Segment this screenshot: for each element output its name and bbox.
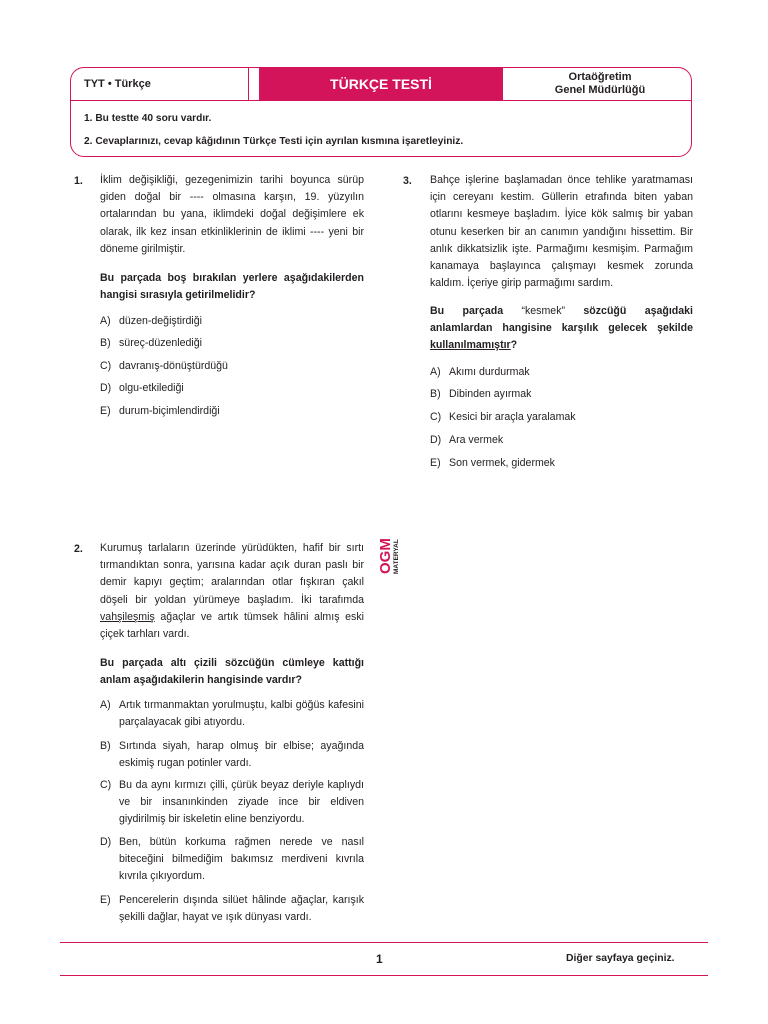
page-number: 1 [376, 952, 383, 966]
question-3-option-d[interactable] [430, 432, 693, 449]
question-1-stem: Bu parçada boş bırakılan yerlere aşağıdakilerden hangisi sırasıyla getirilmelidir? [100, 272, 364, 302]
option-letter: A) [100, 699, 111, 711]
logo-graphic [374, 520, 400, 574]
question-3-option-e[interactable] [430, 455, 693, 472]
passage-text: ağaçlar ve artık tümsek hâlini almış eski çiçek tarhları vardı. [100, 610, 364, 641]
option-letter: E) [100, 894, 111, 906]
option-text: Kesici bir araçla yaralamak [449, 411, 576, 423]
option-letter: E) [100, 405, 111, 417]
option-letter: B) [430, 388, 441, 400]
question-2-option-c[interactable] [100, 777, 364, 829]
question-3-passage: Bahçe işlerine başlamadan önce tehlike yaratmaması için cereyanı kestim. Güllerin etrafında biten yaban otlarını kesmeye başladım. İyice kök salmış bir yaban otunu keserken bir an canımın yandığını hissettim. Bir anlık dikkatsizlik işte. Parmağımı kesmişim. Parmağım kanamaya başlayınca çalışmayı kesmek zorunda kaldım. İçeriye girip parmağımı sardım. [430, 174, 693, 290]
question-1-option-c[interactable] [100, 358, 364, 375]
question-3-option-c[interactable] [430, 409, 693, 426]
question-2-option-b[interactable] [100, 738, 364, 772]
question-3-number: 3. [403, 175, 412, 187]
question-1-passage: İklim değişikliği, gezegenimizin tarihi boyunca sürüp giden doğal bir ---- olmasına karşın, 19. yüzyılın ortalarından bu yana, iklimdeki doğal değişimlere ek olarak, ilk kez insan etkinliklerinin de iklimi ---- yeni bir döneme girilmiştir. [100, 174, 364, 255]
question-2-stem: Bu parçada altı çizili sözcüğün cümleye kattığı anlam aşağıdakilerin hangisinde vardır? [100, 657, 364, 687]
option-text: süreç-düzenlediği [119, 337, 203, 349]
option-letter: B) [100, 337, 111, 349]
question-3-stem [430, 303, 693, 355]
option-text: Ara vermek [449, 434, 504, 446]
footer-bottom-rule [60, 975, 708, 976]
question-1-option-b[interactable] [100, 335, 364, 352]
header-divider [248, 68, 249, 100]
option-text: Bu da aynı kırmızı çilli, çürük beyaz deriyle kaplıydı ve bir insanınkinden ziyade ince bir eldiven giydirilmiş bir iskeletin eline benziyordu. [119, 779, 364, 826]
option-text: Pencerelerin dışında silüet hâlinde ağaçlar, karışık şekilli dağlar, hayat ve ışık dünyası vardı. [119, 894, 364, 924]
stem-text: Bu parçada [430, 305, 522, 317]
option-letter: B) [100, 740, 111, 752]
option-letter: C) [100, 779, 112, 791]
option-text: Akımı durdurmak [449, 366, 530, 378]
logo-sub-text: MATERYAL [393, 539, 400, 574]
option-text: Artık tırmanmaktan yorulmuştu, kalbi göğüs kafesini parçalayacak gibi atıyordu. [119, 699, 364, 729]
option-text: Dibinden ayırmak [449, 388, 532, 400]
option-text: Sırtında siyah, harap olmuş bir elbise; ayağında eskimiş rugan potinler vardı. [119, 740, 364, 770]
question-1-number: 1. [74, 175, 83, 187]
subject-label: TYT • Türkçe [84, 78, 151, 90]
question-1-option-a[interactable] [100, 313, 364, 330]
option-text: olgu-etkilediği [119, 382, 184, 394]
next-page-note: Diğer sayfaya geçiniz. [566, 953, 675, 964]
underlined-word: vahşileşmiş [100, 610, 155, 623]
question-2-option-d[interactable] [100, 834, 364, 886]
footer-top-rule [60, 942, 708, 943]
option-text: davranış-dönüştürdüğü [119, 360, 228, 372]
organization-line-1: Ortaöğretim [568, 71, 632, 83]
logo-main-text: OGM [377, 538, 394, 574]
stem-text: sözcüğü aşağıdaki anlamlardan hangisine karşılık gelecek şekilde [430, 305, 693, 335]
passage-text: Kurumuş tarlaların üzerinde yürüdükten, hafif bir sırtı tırmandıktan sonra, yarısına kadar açık duran paslı bir demir kapıyı geçtim; aralarından otlar fışkıran çakıl döşeli bir yoldan yürümeye başladım. İki tarafımda [100, 542, 364, 606]
organization-name [520, 71, 680, 97]
question-1-option-e[interactable] [100, 403, 364, 420]
option-letter: E) [430, 457, 441, 469]
option-text: Ben, bütün korkuma rağmen nerede ve nasıl biteceğini bilmediğim bakımsız merdiveni kıvrıla kıvrıla çıkıyordum. [119, 836, 364, 883]
question-3-option-a[interactable] [430, 364, 693, 381]
stem-text: ? [510, 339, 518, 352]
question-3-option-b[interactable] [430, 386, 693, 403]
ogm-materyal-logo [374, 520, 400, 574]
underlined-word: kullanılmamıştır [430, 339, 511, 352]
question-2-number: 2. [74, 543, 83, 555]
option-letter: D) [100, 382, 112, 394]
option-letter: C) [430, 411, 442, 423]
organization-line-2: Genel Müdürlüğü [554, 84, 646, 96]
option-letter: D) [100, 836, 112, 848]
option-letter: A) [430, 366, 441, 378]
question-2-option-a[interactable] [100, 697, 364, 731]
option-text: Son vermek, gidermek [449, 457, 555, 469]
question-1-option-d[interactable] [100, 380, 364, 397]
instruction-2: 2. Cevaplarınızı, cevap kâğıdının Türkçe Testi için ayrılan kısmına işaretleyiniz. [84, 136, 464, 147]
quoted-word: “kesmek” [521, 305, 566, 317]
instruction-1: 1. Bu testte 40 soru vardır. [84, 113, 212, 124]
option-letter: A) [100, 315, 111, 327]
option-letter: D) [430, 434, 442, 446]
question-2-passage [100, 540, 364, 643]
question-2-option-e[interactable] [100, 892, 364, 926]
option-letter: C) [100, 360, 112, 372]
option-text: durum-biçimlendirdiği [119, 405, 220, 417]
option-text: düzen-değiştirdiği [119, 315, 203, 327]
test-title: TÜRKÇE TESTİ [259, 67, 503, 101]
